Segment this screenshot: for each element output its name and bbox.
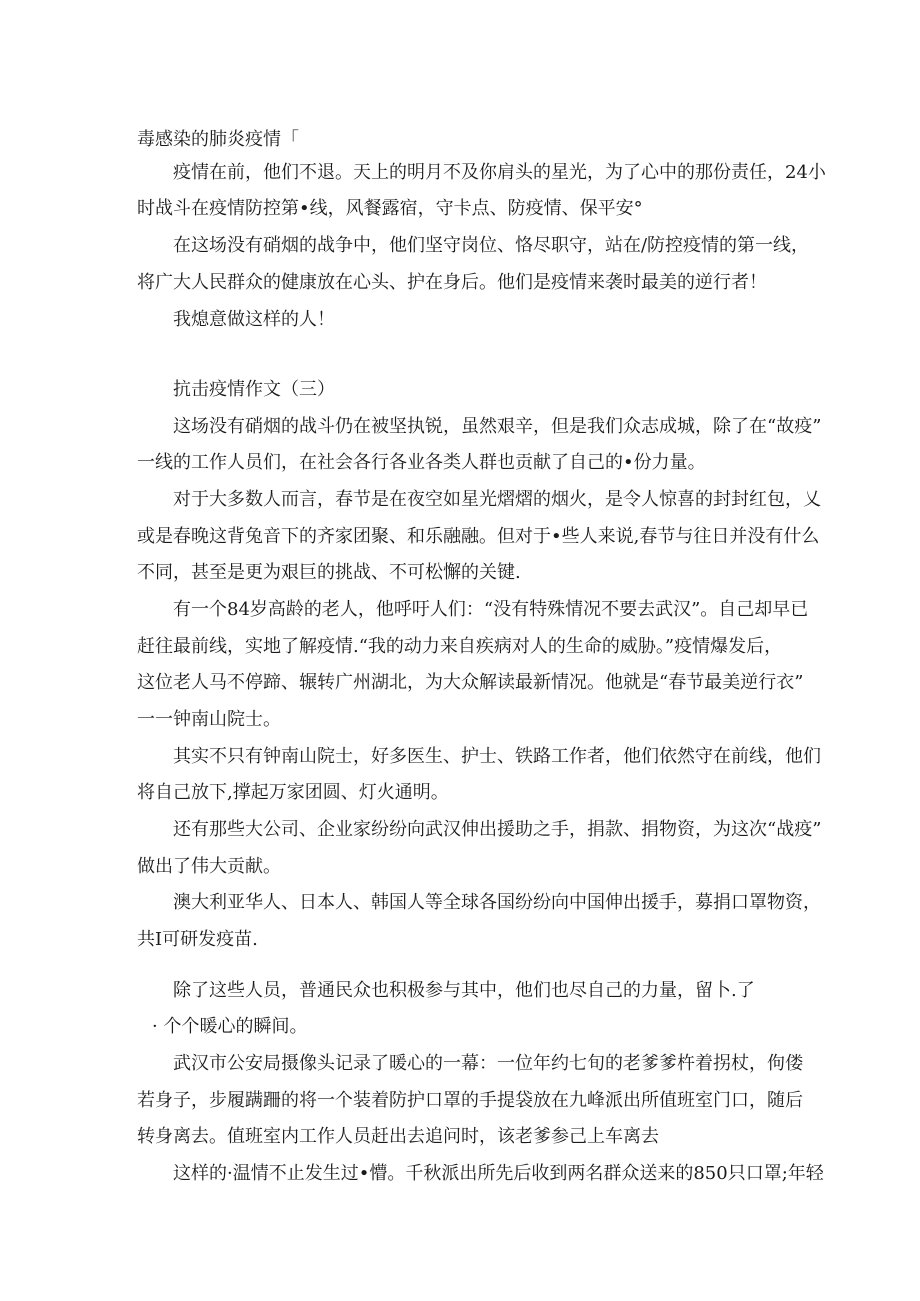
paragraph-line: 共I可研发疫苗. [137,929,258,950]
paragraph-line: 一线的工作人员们，在社会各行各业各类人群也贡献了自己的•份力量。 [137,452,706,473]
paragraph-line: 我熄意做这样的人！ [173,309,335,330]
paragraph-line: 这场没有硝烟的战斗仍在被坚执锐，虽然艰辛，但是我们众志成城，除了在“故疫” [173,416,822,437]
paragraph-line: 做出了伟大贡献。 [137,856,281,877]
paragraph-line: 不同，甚至是更为艰巨的挑战、不可松懈的关键. [137,562,521,583]
paragraph-line: 澳大利亚华人、日本人、韩国人等全球各国纷纷向中国伸出援手，募捐口罩物资， [173,892,821,913]
paragraph-line: · 个个暖心的瞬间。 [152,1016,308,1037]
paragraph-line: 一一钟南山院士。 [137,709,281,730]
paragraph-line: 将自己放下,撑起万家团圆、灯火通明。 [137,782,449,803]
paragraph-line: 其实不只有钟南山院士，好多医生、护士、铁路工作者，他们依然守在前线，他们 [173,746,821,767]
paragraph-line: 这位老人马不停蹄、辗转广州湖北，为大众解读最新情况。他就是“春节最美逆行衣” [137,672,804,693]
paragraph-line: 在这场没有硝烟的战争中，他们坚守岗位、恪尽职守，站在/防控疫情的第一线， [173,235,810,256]
paragraph-line: 转身离去。值班室内工作人员赶出去追问时，该老爹参己上车离去 [137,1126,659,1147]
paragraph-line: 若身子，步履蹒跚的将一个装着防护口罩的手提袋放在九峰派出所值班室门口，随后 [137,1090,803,1111]
paragraph-line: 这样的·温情不止发生过•懵。千秋派出所先后收到两名群众送来的850只口罩;年轻 [173,1163,824,1184]
paragraph-line: 对于大多数人而言，春节是在夜空如星光熠熠的烟火，是令人惊喜的封封红包，乂 [173,489,821,510]
paragraph-line: 有一个84岁高龄的老人，他呼吁人们：“没有特殊情况不要去武汉”。自己却早已 [173,599,809,620]
heading-fragment: 毒感染的肺炎疫情「 [137,129,299,150]
paragraph-line: 时战斗在疫情防控第•线，风餐露宿，守卡点、防疫情、保平安° [137,198,643,219]
paragraph-line: 还有那些大公司、企业家纷纷向武汉伸出援助之手，捐款、捐物资，为这次“战疫” [173,819,822,840]
paragraph-line: 除了这些人员，普通民众也积极参与其中，他们也尽自己的力量，留卜.了 [173,980,755,1001]
paragraph-line: 疫情在前，他们不退。天上的明月不及你肩头的星光，为了心中的那份责任，24小 [173,162,826,183]
paragraph-line: 或是春晚这背兔音下的齐家团聚、和乐融融。但对于•些人来说,春节与往日并没有什么 [137,526,820,547]
section-title: 抗击疫情作文（三） [173,379,335,400]
paragraph-line: 武汉市公安局摄像头记录了暖心的一幕：一位年约七旬的老爹爹杵着拐杖，佝偻 [173,1053,803,1074]
paragraph-line: 将广大人民群众的健康放在心头、护在身后。他们是疫情来袭时最美的逆行者！ [137,272,767,293]
paragraph-line: 赶往最前线，实地了解疫情.“我的动力来自疾病对人的生命的威胁。”疫情爆发后， [137,636,783,657]
